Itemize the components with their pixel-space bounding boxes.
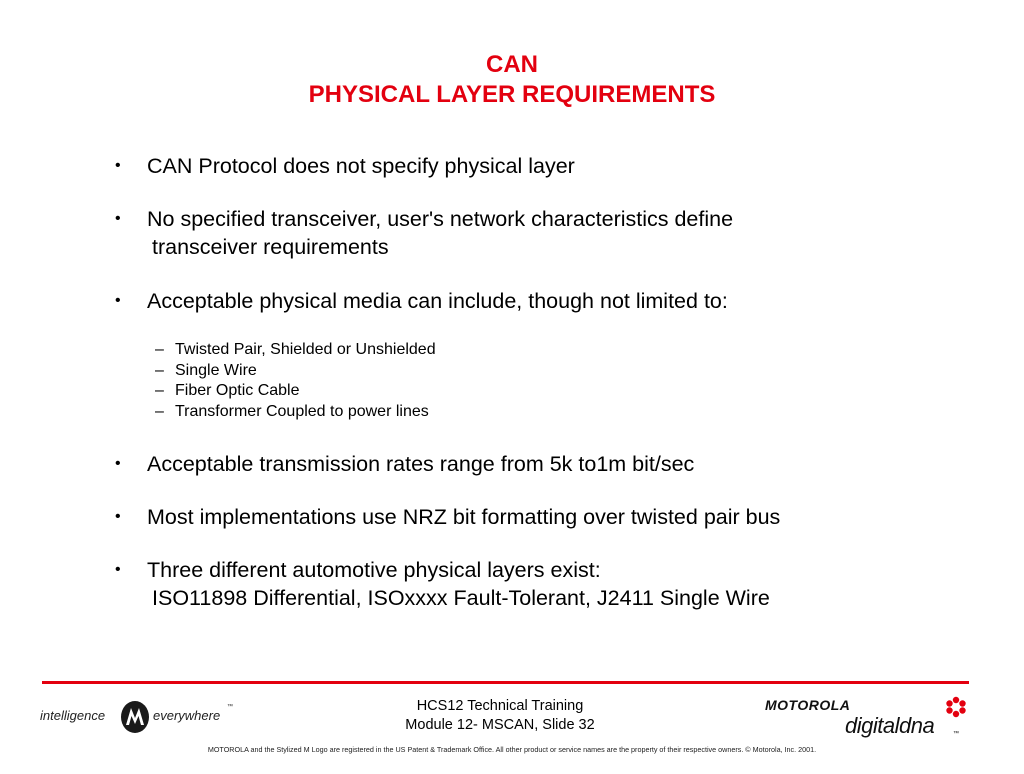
motorola-m-icon <box>120 700 150 737</box>
bullet-glyph: • <box>115 157 121 174</box>
footer-divider <box>42 681 969 684</box>
bullet-text-line: No specified transceiver, user's network characteristics define <box>147 207 734 231</box>
motorola-wordmark: MOTOROLA <box>765 697 851 713</box>
dash-glyph: – <box>155 361 164 379</box>
bullet-text: Acceptable physical media can include, though not limited to: <box>147 289 728 313</box>
bullet-glyph: • <box>115 508 121 525</box>
dash-glyph: – <box>155 382 164 399</box>
footer-slide-info <box>330 697 670 735</box>
intelligence-everywhere-logo <box>40 698 240 738</box>
logo-word-everywhere: everywhere <box>153 708 221 723</box>
bullet-text-continuation: ISO11898 Differential, ISOxxxx Fault-Tolerant, J2411 Single Wire <box>152 586 770 610</box>
bullet-glyph: • <box>115 210 121 227</box>
dash-glyph: – <box>155 402 164 420</box>
bullet-glyph: • <box>115 455 121 472</box>
logo-word-intelligence: intelligence <box>40 708 106 723</box>
trademark-mark: ™ <box>953 731 959 737</box>
title-line-1: CAN <box>486 51 538 78</box>
bullet-text-line: Three different automotive physical layers exist: <box>147 558 601 582</box>
legal-notice: MOTOROLA and the Stylized M Logo are registered in the US Patent & Trademark Office. All other product or service names are the property of their respective owners. © Motorola, Inc. 2001. <box>207 745 817 754</box>
bullet-glyph: • <box>115 561 121 578</box>
digital-dna-flower-icon <box>945 695 967 726</box>
slide-title <box>0 50 1024 110</box>
title-line-2: PHYSICAL LAYER REQUIREMENTS <box>308 81 716 108</box>
motorola-digital-dna-logo <box>765 695 975 745</box>
digital-dna-wordmark: digitaldna <box>845 713 935 738</box>
bullet-text: CAN Protocol does not specify physical layer <box>147 154 575 178</box>
sub-item-text: Twisted Pair, Shielded or Unshielded <box>175 341 436 358</box>
dash-glyph: – <box>155 341 164 358</box>
footer-course-title: HCS12 Technical Training <box>416 698 584 714</box>
bullet-text <box>147 556 770 612</box>
bullet-text <box>147 205 733 261</box>
trademark-mark: ™ <box>227 704 233 710</box>
sub-item-text: Single Wire <box>175 361 257 379</box>
footer-module-slide: Module 12- MSCAN, Slide 32 <box>405 717 595 733</box>
bullet-glyph: • <box>115 292 121 309</box>
bullet-text-continuation: transceiver requirements <box>152 235 389 259</box>
bullet-text: Most implementations use NRZ bit formatting over twisted pair bus <box>147 505 781 529</box>
sub-item-text: Fiber Optic Cable <box>175 382 300 399</box>
bullet-text: Acceptable transmission rates range from 5k to1m bit/sec <box>147 452 695 476</box>
sub-item-text: Transformer Coupled to power lines <box>175 402 429 420</box>
